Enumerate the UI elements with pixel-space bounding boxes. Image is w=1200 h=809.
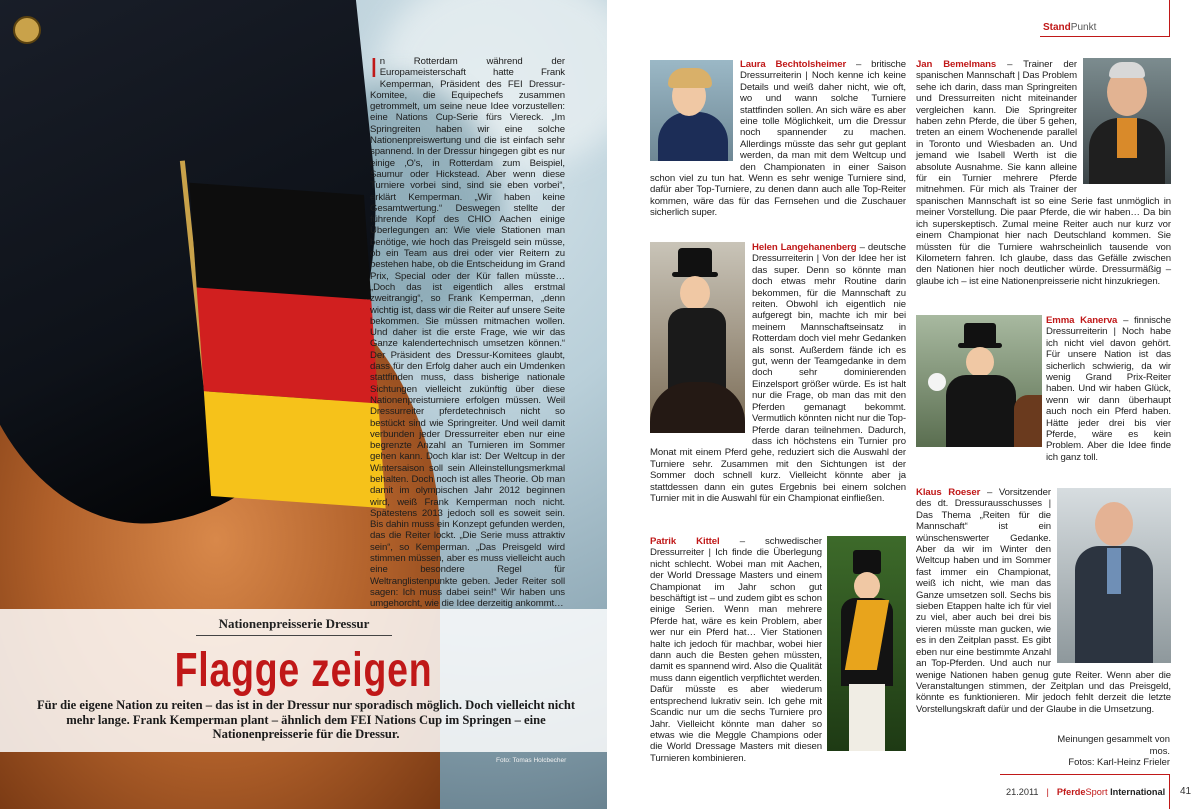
quote-patrik-kittel: [650, 536, 822, 764]
article-body: [370, 52, 565, 610]
quote-jan-bemelmans: [916, 59, 1171, 287]
quote-text: Von der Idee her ist das super. Denn so könnte man doch etwas mehr Routine darin bekommen, für die Mannschaft zu reiten. Obwohl ich eigentlich nie aufgeregt bin, machte ich mir bei meinem Mannschaftseinsatz in Rotterdam doch viel mehr Gedanken als sonst. Außerdem fände ich es gut, wenn der Teamgedanke in dem doch sehr dominierenden Einzelsport größer würde. Es ist halt nur die Frage, ob man das mit den Pferden gemanagt bekommt. Vermutlich könnten nicht nur die Top-Pferde daran teilnehmen. Dadurch, dass ich höchstens ein Turnier pro Monat mit einem Pferd gehe, reduziert sich die Auswahl der Turniere sehr. Zusammen mit den Sichtungen ist der Sommer doch schnell kurz. Vielleicht könnte aber ja stattdessen dann ein gutes Ergebnis bei einem solchen Turnier mit in die Auswahl für ein Championat einfließen.: [650, 253, 906, 504]
quote-role: – deutsche Dressurreiterin |: [752, 242, 906, 265]
text-wrap-spacer: [916, 315, 1046, 455]
headline: Flagge zeigen: [174, 644, 433, 697]
quote-role: – finnische Dressurreiterin |: [1046, 315, 1171, 338]
quote-text: Das Problem sehe ich darin, dass man Springreiten und Dressurreiten nicht miteinander vergleichen kann. Die Springreiter haben zehn Pferde, die über 5 gehen, treten an einem Wochenende parallel in Toronto und Wiesbaden an. Und jemand wie Isabell Werth ist die absolute Ausnahme. Sie kann alleine für ein Turnier mehrere Pferde mitnehmen. Für mich als Trainer der spanischen Mannschaft ist so eine Serie fast unmöglich in meiner Vorstellung. Die paar Pferde, die wir haben… Da bin ich superskeptisch. Zumal meine Reiter auch nur kurz vor einem Championat hier nach Deutschland kommen. Sie müssten für die Turniere wahrscheinlich tausende von Kilometern fahren. Ich glaube, dass das Gefälle zwischen den Nationen hier noch deutlicher würde. Dressurmäßig – glaube ich – ist eine Nationenpreisserie nicht hinzukriegen.: [916, 70, 1171, 287]
section-tag-strong: Stand: [1043, 22, 1071, 33]
quote-role: – britische Dressurreiterin |: [740, 59, 906, 82]
brand-part-2: Sport: [1085, 787, 1108, 797]
magazine-logo-icon: [13, 16, 41, 44]
quote-role: – schwedischer Dressurreiter |: [650, 536, 822, 559]
quote-laura-bechtolsheimer: [650, 59, 906, 219]
text-wrap-spacer: [650, 242, 752, 436]
section-rule: [1040, 36, 1170, 37]
quote-klaus-roeser: [916, 487, 1171, 715]
credits: [1040, 733, 1170, 768]
quote-name: Laura Bechtolsheimer: [740, 59, 847, 70]
lead-paragraph: Für die eigene Nation zu reiten – das ist in der Dressur nur sporadisch möglich. Doch vielleicht nicht mehr lange. Frank Kemperman plant – ähnlich dem FEI Nations Cup im Springen – eine Nationenpreisserie für die Dressur.: [36, 698, 576, 742]
page-number: 41: [1180, 786, 1192, 797]
footer-separator: |: [1046, 787, 1049, 797]
quote-name: Emma Kanerva: [1046, 315, 1118, 326]
section-rule-vertical: [1169, 0, 1170, 37]
quote-text: Noch habe ich nicht viel davon gehört. Für unsere Nation ist das sicherlich schwierig, da wir wenig Grand Prix-Reiter haben. Und wir haben Glück, wenn wir dann überhaupt auch noch ein Pferd haben. Hätte jeder drei bis vier Pferde, wäre es kein Problem. Aber die Idee finde ich ganz toll.: [1046, 326, 1171, 463]
kicker: Nationenpreisserie Dressur: [196, 616, 392, 636]
quote-role: – Trainer der spanischen Mannschaft |: [916, 59, 1077, 82]
german-flag: [189, 183, 385, 508]
quote-helen-langehanenberg: [650, 242, 906, 504]
photo-patrik-kittel: [827, 536, 906, 751]
footer-rule-vertical: [1169, 774, 1170, 809]
quote-name: Jan Bemelmans: [916, 59, 997, 70]
photo-credit: Foto: Tomas Holcbecher: [496, 757, 567, 764]
quote-role: – Vorsitzender des dt. Dressurausschusses |: [916, 487, 1051, 510]
quote-text: Ich finde die Überlegung nicht schlecht. Wobei man mit Aachen, der World Dressage Masters und einem Championat im Jahr schon gut beschäftigt ist – und zudem gibt es schon einige Serien. Wenn man mehrere Pferde hat, wäre es kein Problem, aber wer nur ein Pferd hat… Vier Stationen halte ich jedoch für machbar, wobei hier dann auch die Besten gehen müssten, damit es spannend wird. Also die Qualität muss dann eigentlich verpflichtet werden. Dafür müsste es aber wiederum entsprechend lukrativ sein. Ich gehe mit Scandic nur um die sechs Turniere pro Jahr. Vielleicht könnte man daher so etwas wie die Meggle Champions oder die World Dressage Masters mit diesen Turnieren kombinieren.: [650, 547, 822, 764]
quote-name: Helen Langehanenberg: [752, 242, 857, 253]
article-text: n Rotterdam während der Europameisterschaft hatte Frank Kemperman, Präsident des FEI Dressur-Komitee, die Equipechefs zusammen getrommelt, um seine neue Idee vorzustellen: eine Nations Cup-Serie fürs Viereck. „Im Springreiten haben wir eine solche Nationenpreiswertung und die ist einfach sehr spannend. In der Dressur hingegen gibt es nur einige ‚O's, in Rotterdam zum Beispiel, Saumur oder Hickstead. Aber wenn diese Turniere vorbei sind, sind sie eben vorbei“, erklärt Kemperman. „Wir haben keine Gesamtwertung.“ Deswegen stellte der führende Kopf des CHIO Aachen einige Überlegungen an: Wie viele Stationen man benötige, wie hoch das Preisgeld sein müsse, ob ein Team aus drei oder vier Reitern zu bestehen habe, ob die Entscheidung im Grand Prix, Special oder der Kür fallen müsste… „Doch das ist eigentlich alles erstmal zweitrangig“, so Frank Kemperman, „denn wichtig ist, dass wir die Reiter auf unsere Seite bekommen. Sie müssen mitmachen wollen. Und daher ist die erste Frage, wie wir das Ganze kalendertechnisch umsetzen können.“ Der Präsident des Dressur-Komitees glaubt, dass für den Erfolg daher auch ein Umdenken stattfinden muss, dass bisherige nationale Sichtungen vielleicht zukünftig über diese Nationenpreisturniere erfolgen müssen. Weil Dressurreiter pferdetechnisch nicht so bestückt sind wie Springreiter. Und weil damit verbunden jeder Dressurreiter eben nur eine begrenzte Anzahl an Turnieren im Sommer gehen kann. Doch klar ist: Der Weltcup in der Wintersaison soll sein Alleinstellungsmerkmal behalten. Doch noch ist alles Theorie. Ob man damit im olympischen Jahr 2012 beginnen wird, weiß Frank Kemperman noch nicht. Spätestens 2013 jedoch soll es soweit sein. Bis dahin muss ein Konzept gefunden werden, das die Reiter lockt. „Die Serie muss attraktiv sein“, so Kemperman. „Das Preisgeld wird stimmen müssen, aber es muss vielleicht auch eine besondere Regel für Weltranglistenpunkte geben. Jeder Reiter soll sagen: Ich muss dabei sein!“ Wir haben uns umgehorcht, wie die Idee derzeitig ankommt…: [370, 56, 565, 610]
quote-emma-kanerva: [916, 315, 1171, 463]
credits-author: Meinungen gesammelt von mos.: [1057, 733, 1170, 756]
page-footer: [1006, 787, 1165, 797]
issue-number: 21.2011: [1006, 787, 1039, 797]
text-wrap-spacer: [1051, 487, 1171, 667]
quote-name: Klaus Roeser: [916, 487, 981, 498]
text-wrap-spacer: [1077, 59, 1171, 187]
quote-text: Das Thema „Reiten für die Mannschaft“ ist ein wünschenswerter Gedanke. Aber da wir im Winter den Weltcup haben und im Sommer fast immer ein Championat, weiß ich nicht, wie man das Ganze umsetzen soll. Sechs bis sieben Etappen halte ich für viel zu viel, aber auch bei drei bis vieren müsste man gucken, wie es in den Zeitplan passt. Es gibt eben nur eine bestimmte Anzahl an Top-Pferden. Und auch nur wenige Nationen haben genug gute Reiter. Wenn aber die Veranstaltungen stimmen, der Zeitplan und das Preisgeld, könnte es funktionieren. Mir jedoch fehlt derzeit die letzte Vorstellungskraft dafür und der Glaube in die Umsetzung.: [916, 509, 1171, 715]
section-tag-light: Punkt: [1070, 22, 1097, 33]
brand-part-1: Pferde: [1056, 787, 1086, 797]
drop-cap: I: [370, 52, 378, 83]
section-tag: [1043, 22, 1096, 33]
text-wrap-spacer: [650, 59, 740, 165]
credits-photos: Fotos: Karl-Heinz Frieler: [1068, 756, 1170, 768]
footer-rule: [1000, 774, 1170, 775]
quote-text: Noch kenne ich keine Details und weiß daher nicht, wie oft, wo und wann solche Turniere stattfinden sollen. An sich wäre es aber eine tolle Möglichkeit, um die Dressur noch spannender zu machen. Allerdings müsste das sehr gut geplant werden, da man mit dem Weltcup und den Championaten in einer Saison schon viel zu tun hat. Wenn es sehr wenige Turniere sind, dafür aber Top-Turniere, zu denen dann auch alle Top-Reiter kommen, wäre das für das Fernsehen und die Zuschauer sicherlich super.: [650, 70, 906, 219]
quote-name: Patrik Kittel: [650, 536, 720, 547]
brand-part-3: International: [1110, 787, 1166, 797]
